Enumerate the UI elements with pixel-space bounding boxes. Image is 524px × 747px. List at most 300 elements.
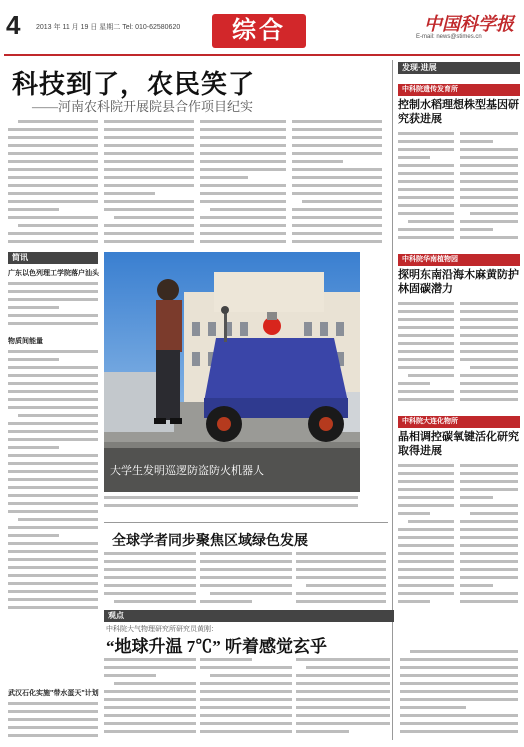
text-line xyxy=(104,230,196,238)
text-line xyxy=(200,174,288,182)
text-line xyxy=(460,542,520,550)
robot-photo xyxy=(104,252,360,492)
text-line xyxy=(8,548,100,556)
text-line xyxy=(398,494,456,502)
text-line xyxy=(8,214,100,222)
text-line xyxy=(104,142,196,150)
text-line xyxy=(200,126,288,134)
text-line xyxy=(292,230,384,238)
text-line xyxy=(200,182,288,190)
text-line xyxy=(398,210,456,218)
text-line xyxy=(296,558,388,566)
text-line xyxy=(200,696,294,704)
bottom-left-head: 武汉石化实施"带水蛋天"计划 xyxy=(8,690,99,697)
text-line xyxy=(104,680,198,688)
text-line xyxy=(8,190,100,198)
text-line xyxy=(400,648,520,656)
text-line xyxy=(200,688,294,696)
text-line xyxy=(104,238,196,246)
text-line xyxy=(104,198,196,206)
text-line xyxy=(104,696,198,704)
text-line xyxy=(8,396,100,404)
text-line xyxy=(460,598,520,606)
text-line xyxy=(292,222,384,230)
lead-col-2 xyxy=(104,118,196,248)
middle-col-2 xyxy=(200,550,294,606)
text-line xyxy=(8,304,100,312)
text-line xyxy=(400,680,520,688)
text-line xyxy=(8,476,100,484)
text-line xyxy=(398,202,456,210)
text-line xyxy=(460,388,520,396)
text-line xyxy=(292,158,384,166)
text-line xyxy=(292,134,384,142)
text-line xyxy=(296,590,388,598)
text-line xyxy=(460,348,520,356)
text-line xyxy=(460,316,520,324)
text-line xyxy=(8,238,100,246)
text-line xyxy=(8,356,100,364)
text-line xyxy=(8,596,100,604)
text-line xyxy=(296,582,388,590)
sidebar-story-2-col-b xyxy=(460,300,520,410)
text-line xyxy=(292,166,384,174)
text-line xyxy=(8,348,100,356)
text-line xyxy=(8,604,100,612)
text-line xyxy=(460,340,520,348)
text-line xyxy=(200,150,288,158)
middle-col-1 xyxy=(104,550,198,606)
text-line xyxy=(460,582,520,590)
text-line xyxy=(400,712,520,720)
text-line xyxy=(398,340,456,348)
text-line xyxy=(104,214,196,222)
text-line xyxy=(200,590,294,598)
text-line xyxy=(460,202,520,210)
text-line xyxy=(398,510,456,518)
text-line xyxy=(400,704,520,712)
text-line xyxy=(398,316,456,324)
text-line xyxy=(398,526,456,534)
text-line xyxy=(398,590,456,598)
text-line xyxy=(8,372,100,380)
text-line xyxy=(8,380,100,388)
text-line xyxy=(398,170,456,178)
text-line xyxy=(200,118,288,126)
bottom-col-4 xyxy=(400,648,520,742)
text-line xyxy=(398,218,456,226)
text-line xyxy=(460,510,520,518)
text-line xyxy=(398,234,456,242)
text-line xyxy=(200,190,288,198)
brief-section-head: 简讯 xyxy=(8,252,98,264)
text-line xyxy=(460,486,520,494)
text-line xyxy=(296,712,392,720)
text-line xyxy=(460,574,520,582)
text-line xyxy=(8,460,100,468)
observe-section-head: 观点 xyxy=(104,610,394,622)
text-line xyxy=(296,728,392,736)
text-line xyxy=(296,680,392,688)
text-line xyxy=(460,138,520,146)
text-line xyxy=(296,704,392,712)
text-line xyxy=(460,146,520,154)
text-line xyxy=(460,478,520,486)
text-line xyxy=(460,154,520,162)
text-line xyxy=(8,118,100,126)
tech-section-head: 发现·进展 xyxy=(398,62,520,74)
text-line xyxy=(8,732,100,740)
bottom-col-3 xyxy=(296,656,392,742)
text-line xyxy=(200,712,294,720)
newspaper-logo: 中国科学报 xyxy=(424,14,514,34)
text-line xyxy=(398,324,456,332)
text-line xyxy=(104,672,198,680)
text-line xyxy=(460,186,520,194)
text-line xyxy=(296,672,392,680)
text-line xyxy=(104,582,198,590)
text-line xyxy=(460,364,520,372)
text-line xyxy=(8,468,100,476)
middle-story-title: 全球学者同步聚焦区域绿色发展 xyxy=(112,534,308,549)
text-line xyxy=(104,558,198,566)
text-line xyxy=(398,550,456,558)
text-line xyxy=(104,150,196,158)
text-line xyxy=(104,712,198,720)
text-line xyxy=(460,170,520,178)
text-line xyxy=(398,356,456,364)
text-line xyxy=(8,492,100,500)
text-line xyxy=(104,126,196,134)
text-line xyxy=(292,182,384,190)
text-line xyxy=(104,206,196,214)
lead-headline: 科技到了，农民笑了 xyxy=(12,70,256,99)
text-line xyxy=(8,436,100,444)
text-line xyxy=(398,558,456,566)
text-line xyxy=(398,364,456,372)
text-line xyxy=(200,206,288,214)
text-line xyxy=(8,588,100,596)
robot-photo-illustration xyxy=(104,252,360,492)
text-line xyxy=(200,566,294,574)
text-line xyxy=(8,484,100,492)
text-line xyxy=(8,230,100,238)
text-line xyxy=(8,532,100,540)
text-line xyxy=(200,166,288,174)
section-banner: 综合 xyxy=(212,14,306,48)
text-line xyxy=(460,210,520,218)
lead-col-4 xyxy=(292,118,384,248)
text-line xyxy=(398,154,456,162)
text-line xyxy=(200,656,294,664)
text-line xyxy=(8,420,100,428)
text-line xyxy=(104,502,360,510)
text-line xyxy=(104,174,196,182)
sidebar-story-2-title: 探明东南沿海木麻黄防护林固碳潜力 xyxy=(398,269,519,295)
text-line xyxy=(398,462,456,470)
text-line xyxy=(104,574,198,582)
brief-text-1 xyxy=(8,280,100,330)
sidebar-story-2-col-a xyxy=(398,300,456,410)
text-line xyxy=(8,444,100,452)
text-line xyxy=(8,700,100,708)
text-line xyxy=(104,664,198,672)
text-line xyxy=(398,178,456,186)
text-line xyxy=(8,166,100,174)
text-line xyxy=(200,558,294,566)
text-line xyxy=(200,664,294,672)
text-line xyxy=(398,300,456,308)
text-line xyxy=(8,716,100,724)
text-line xyxy=(104,190,196,198)
text-line xyxy=(460,518,520,526)
text-line xyxy=(292,190,384,198)
bottom-kicker: 中科院大气物理研究所研究员黄刚： xyxy=(106,626,218,633)
text-line xyxy=(8,412,100,420)
text-line xyxy=(292,198,384,206)
text-line xyxy=(296,720,392,728)
text-line xyxy=(460,178,520,186)
text-line xyxy=(460,550,520,558)
text-line xyxy=(400,688,520,696)
text-line xyxy=(104,158,196,166)
text-line xyxy=(398,308,456,316)
text-line xyxy=(8,312,100,320)
text-line xyxy=(8,516,100,524)
text-line xyxy=(292,174,384,182)
text-line xyxy=(8,158,100,166)
text-line xyxy=(8,182,100,190)
text-line xyxy=(460,194,520,202)
text-line xyxy=(292,118,384,126)
text-line xyxy=(460,300,520,308)
page-number: 4 xyxy=(6,10,21,40)
sidebar-story-3-col-a xyxy=(398,462,456,606)
text-line xyxy=(8,320,100,328)
text-line xyxy=(8,126,100,134)
text-line xyxy=(200,230,288,238)
text-line xyxy=(8,708,100,716)
photo-caption: 大学生发明巡逻防盗防火机器人 xyxy=(110,465,264,477)
text-line xyxy=(460,566,520,574)
text-line xyxy=(398,582,456,590)
text-line xyxy=(104,134,196,142)
sidebar-story-1-col-a xyxy=(398,130,456,242)
text-line xyxy=(104,118,196,126)
text-line xyxy=(398,598,456,606)
text-line xyxy=(200,158,288,166)
text-line xyxy=(200,142,288,150)
sidebar-tag-3: 中科院大连化物所 xyxy=(398,416,520,428)
text-line xyxy=(8,724,100,732)
text-line xyxy=(8,452,100,460)
text-line xyxy=(104,704,198,712)
text-line xyxy=(460,470,520,478)
page-header xyxy=(0,0,524,58)
text-line xyxy=(8,428,100,436)
text-line xyxy=(398,332,456,340)
text-line xyxy=(104,550,198,558)
text-line xyxy=(400,720,520,728)
text-line xyxy=(200,214,288,222)
sidebar-tag-1: 中科院遗传发育所 xyxy=(398,84,520,96)
text-line xyxy=(398,502,456,510)
text-line xyxy=(8,572,100,580)
text-line xyxy=(200,574,294,582)
text-line xyxy=(460,502,520,510)
text-line xyxy=(296,664,392,672)
text-line xyxy=(398,566,456,574)
lead-subtitle: ——河南农科院开展院县合作项目纪实 xyxy=(32,99,254,114)
text-line xyxy=(200,134,288,142)
text-line xyxy=(8,206,100,214)
text-line xyxy=(400,656,520,664)
header-email: E-mail: news@stimes.cn xyxy=(416,34,482,40)
text-line xyxy=(398,470,456,478)
text-line xyxy=(460,332,520,340)
bottom-col-1 xyxy=(104,656,198,742)
text-line xyxy=(398,478,456,486)
text-line xyxy=(8,280,100,288)
text-line xyxy=(8,142,100,150)
issue-meta: 2013 年 11 月 19 日 星期二 Tel: 010-62580620 xyxy=(36,24,181,31)
text-line xyxy=(296,550,388,558)
text-line xyxy=(296,696,392,704)
text-line xyxy=(398,226,456,234)
text-line xyxy=(200,672,294,680)
text-line xyxy=(8,222,100,230)
text-line xyxy=(398,348,456,356)
text-line xyxy=(200,704,294,712)
bottom-title: “地球升温 7℃” 听着感觉玄乎 xyxy=(106,637,327,656)
text-line xyxy=(200,198,288,206)
sidebar-story-3-col-b xyxy=(460,462,520,606)
text-line xyxy=(8,556,100,564)
text-line xyxy=(292,238,384,246)
text-line xyxy=(296,688,392,696)
lead-col-1 xyxy=(8,118,100,248)
text-line xyxy=(8,198,100,206)
sidebar-story-1-title: 控制水稻理想株型基因研究获进展 xyxy=(398,99,519,125)
text-line xyxy=(104,166,196,174)
text-line xyxy=(104,494,360,502)
text-line xyxy=(398,138,456,146)
text-line xyxy=(400,728,520,736)
text-line xyxy=(398,534,456,542)
text-line xyxy=(200,550,294,558)
middle-col-3 xyxy=(296,550,388,606)
photo-caption-text xyxy=(104,494,360,516)
text-line xyxy=(398,194,456,202)
text-line xyxy=(200,728,294,736)
text-line xyxy=(460,356,520,364)
text-line xyxy=(460,324,520,332)
bottom-left-text xyxy=(8,700,100,742)
brief-text-2 xyxy=(8,348,100,618)
text-line xyxy=(398,186,456,194)
text-line xyxy=(8,296,100,304)
text-line xyxy=(398,486,456,494)
text-line xyxy=(104,728,198,736)
text-line xyxy=(460,494,520,502)
text-line xyxy=(104,720,198,728)
text-line xyxy=(292,126,384,134)
text-line xyxy=(200,238,288,246)
text-line xyxy=(104,590,198,598)
text-line xyxy=(398,146,456,154)
text-line xyxy=(200,598,294,606)
text-line xyxy=(398,388,456,396)
text-line xyxy=(104,598,198,606)
text-line xyxy=(292,206,384,214)
text-line xyxy=(292,214,384,222)
text-line xyxy=(460,380,520,388)
text-line xyxy=(296,566,388,574)
text-line xyxy=(460,526,520,534)
text-line xyxy=(460,558,520,566)
text-line xyxy=(296,598,388,606)
text-line xyxy=(8,500,100,508)
text-line xyxy=(8,404,100,412)
text-line xyxy=(460,226,520,234)
text-line xyxy=(8,388,100,396)
text-line xyxy=(8,288,100,296)
text-line xyxy=(200,222,288,230)
text-line xyxy=(200,582,294,590)
text-line xyxy=(398,518,456,526)
text-line xyxy=(292,142,384,150)
text-line xyxy=(460,396,520,404)
text-line xyxy=(460,130,520,138)
text-line xyxy=(8,364,100,372)
text-line xyxy=(200,720,294,728)
brief-head-1: 广东以色列理工学院落户汕头 xyxy=(8,270,99,277)
text-line xyxy=(460,162,520,170)
text-line xyxy=(398,162,456,170)
header-rule xyxy=(4,54,520,56)
bottom-col-2 xyxy=(200,656,294,742)
text-line xyxy=(8,580,100,588)
text-line xyxy=(8,540,100,548)
column-divider xyxy=(392,60,393,740)
text-line xyxy=(104,222,196,230)
sidebar-story-1-col-b xyxy=(460,130,520,242)
text-line xyxy=(460,590,520,598)
text-line xyxy=(460,234,520,242)
text-line xyxy=(104,182,196,190)
text-line xyxy=(398,574,456,582)
brief-head-2: 物质间能量 xyxy=(8,338,43,345)
text-line xyxy=(398,542,456,550)
text-line xyxy=(460,218,520,226)
text-line xyxy=(292,150,384,158)
middle-divider xyxy=(104,522,388,523)
text-line xyxy=(398,380,456,388)
text-line xyxy=(398,396,456,404)
sidebar-story-3-title: 晶相调控碳氧键活化研究取得进展 xyxy=(398,431,519,457)
text-line xyxy=(400,696,520,704)
text-line xyxy=(104,566,198,574)
text-line xyxy=(8,524,100,532)
text-line xyxy=(104,656,198,664)
text-line xyxy=(460,372,520,380)
text-line xyxy=(8,564,100,572)
text-line xyxy=(296,656,392,664)
text-line xyxy=(398,372,456,380)
text-line xyxy=(8,508,100,516)
text-line xyxy=(460,534,520,542)
text-line xyxy=(460,308,520,316)
